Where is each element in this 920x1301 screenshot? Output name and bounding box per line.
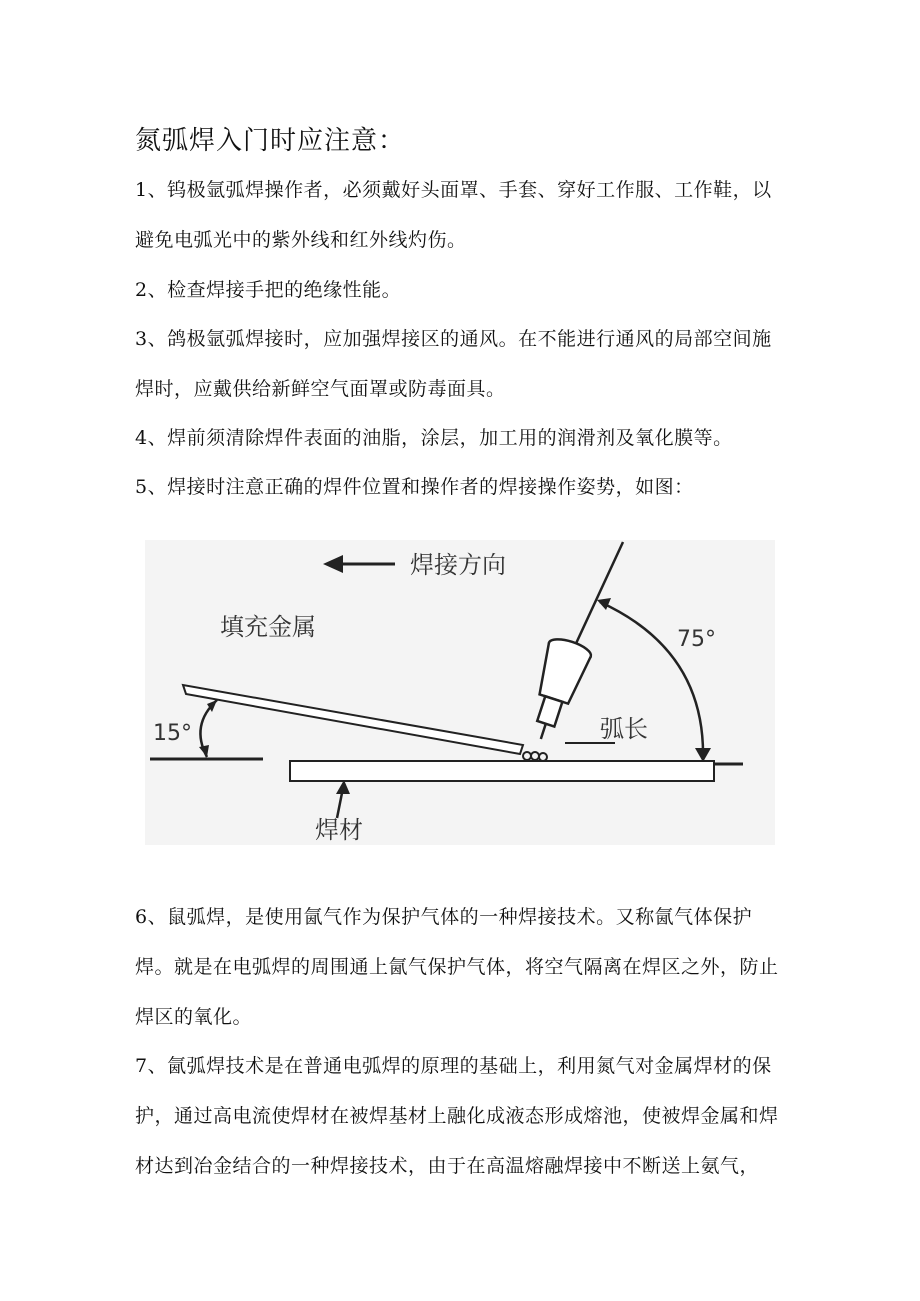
filler-metal-label: 填充金属 (220, 613, 316, 641)
paragraph-4: 4、焊前须清除焊件表面的油脂，涂层，加工用的润滑剂及氧化膜等。 (135, 427, 733, 449)
torch-angle-label: 75° (677, 627, 716, 652)
paragraph-3: 3、鸽极氩弧焊接时，应加强焊接区的通风。在不能进行通风的局部空间施焊时，应戴供给新鲜空气面罩或防毒面具。 (135, 328, 772, 400)
paragraph-2: 2、检查焊接手把的绝缘性能。 (135, 279, 402, 301)
arc-length-label: 弧长 (600, 715, 648, 743)
paragraph-1: 1、钨极氩弧焊操作者，必须戴好头面罩、手套、穿好工作服、工作鞋，以避免电弧光中的紫外线和红外线灼伤。 (135, 179, 772, 251)
paragraph-7: 7、氤弧焊技术是在普通电弧焊的原理的基础上，利用氮气对金属焊材的保护，通过高电流使焊材在被焊基材上融化成液态形成熔池，使被焊金属和焊材达到冶金结合的一种焊接技术，由于在高温熔融焊接中不断送上氨气， (135, 1055, 779, 1177)
base-material-label: 焊材 (315, 816, 363, 844)
filler-angle-label: 15° (153, 721, 192, 746)
diagram-background (145, 540, 775, 845)
direction-label: 焊接方向 (410, 551, 506, 579)
paragraph-5: 5、焊接时注意正确的焊件位置和操作者的焊接操作姿势，如图： (135, 476, 694, 498)
paragraph-6: 6、鼠弧焊，是使用氤气作为保护气体的一种焊接技术。又称氤气体保护焊。就是在电弧焊的周围通上氤气保护气体，将空气隔离在焊区之外，防止焊区的氧化。 (135, 906, 779, 1028)
welding-posture-diagram (145, 540, 775, 845)
workpiece-plate (290, 761, 714, 781)
page-title: 氮弧焊入门时应注意： (135, 126, 406, 156)
